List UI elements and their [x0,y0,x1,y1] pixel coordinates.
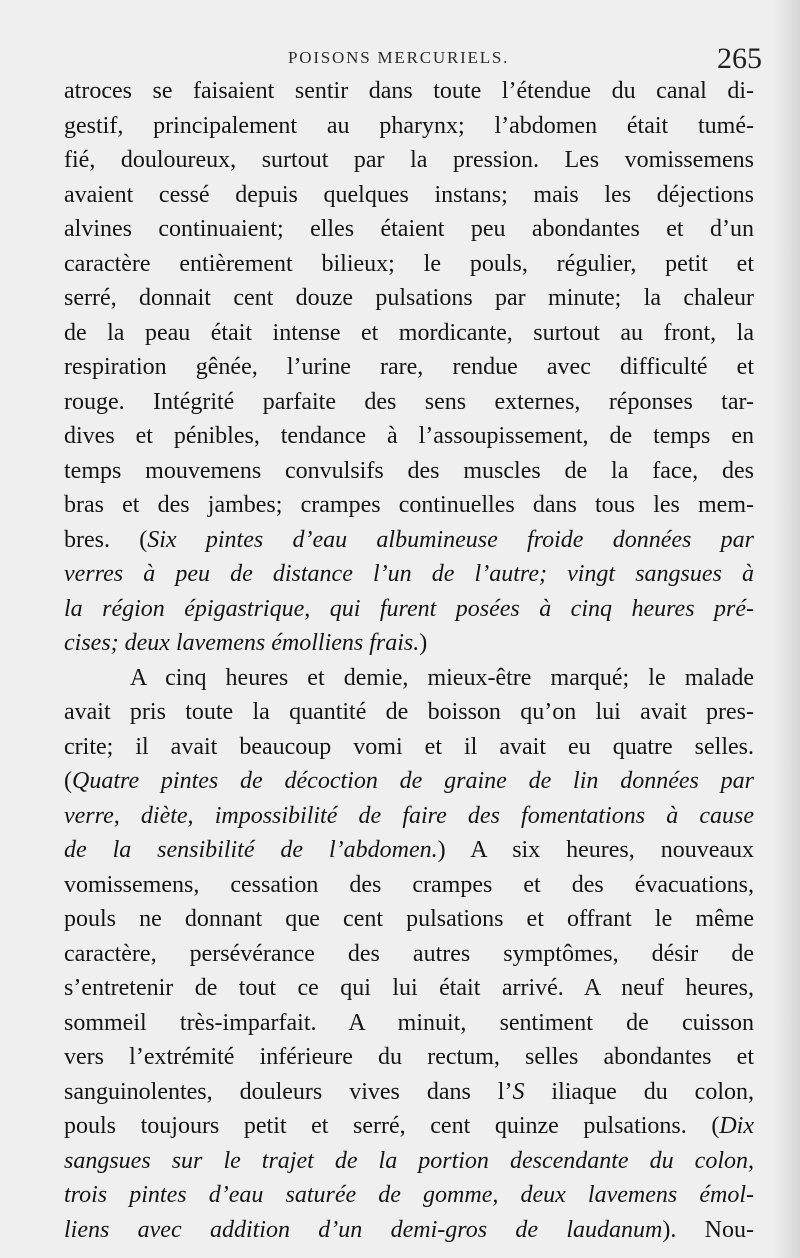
italic-run: Quatre pintes de décoction de graine de lin données par [72,768,754,794]
text-line [64,1040,754,1075]
italic-run: verre, diète, impossibilité de faire des fomentations à cause [64,802,754,829]
page-number: 265 [717,42,762,75]
text-run: caractère entièrement bilieux; le pouls, régulier, petit et [64,250,754,277]
italic-run: la région épigastrique, qui furent posées à cinq heures pré- [64,595,754,622]
text-line [64,1144,754,1179]
text-line [64,178,754,213]
text-run: s’entretenir de tout ce qui lui était arrivé. A neuf heures, [64,975,754,1001]
text-line [64,488,754,523]
text-line [64,661,754,696]
text-run: respiration gênée, l’urine rare, rendue avec difficulté et [64,354,754,380]
text-run: rouge. Intégrité parfaite des sens externes, réponses tar- [64,388,754,415]
text-line [64,385,754,420]
text-run: caractère, persévérance des autres symptômes, désir de [64,940,754,967]
text-line [64,143,754,178]
text-line [64,937,754,972]
text-line [64,557,754,592]
text-line [64,1178,754,1213]
text-line [64,281,754,316]
text-run: gestif, principalement au pharynx; l’abdomen était tumé- [64,112,754,139]
text-run: bres. ( [64,526,148,553]
text-line [64,74,754,109]
text-line [64,626,754,661]
text-run: A cinq heures et demie, mieux-être marqué; le malade [130,664,754,691]
text-run: sanguinolentes, douleurs vives dans l’ [64,1078,513,1105]
text-line [64,833,754,868]
text-line [64,454,754,489]
text-line [64,1006,754,1041]
text-line [64,212,754,247]
text-line [64,523,754,558]
body-text [64,74,754,1247]
italic-run: Six pintes d’eau albumineuse froide données par [147,526,754,553]
italic-run: S [512,1078,525,1105]
text-run: alvines continuaient; elles étaient peu abondantes et d’un [64,216,754,242]
text-run: de la peau était intense et mordicante, surtout au front, la [64,319,754,346]
text-run: atroces se faisaient sentir dans toute l’étendue du canal di- [64,78,754,104]
text-line [64,592,754,627]
text-run: ). Nou- [662,1216,754,1243]
italic-run: de la sensibilité de l’abdomen. [64,837,438,863]
text-run: vomissemens, cessation des crampes et des évacuations, [64,871,754,898]
text-run: avaient cessé depuis quelques instans; mais les déjections [64,181,754,208]
text-line [64,730,754,765]
text-run: fié, douloureux, surtout par la pression. Les vomissemens [64,147,754,173]
italic-run: Dix [719,1113,754,1139]
text-line [64,419,754,454]
text-run: bras et des jambes; crampes continuelles dans tous les mem- [64,492,754,518]
text-line [64,695,754,730]
text-run: temps mouvemens convulsifs des muscles de la face, des [64,457,754,484]
text-line [64,350,754,385]
italic-run: verres à peu de distance l’un de l’autre; vingt sangsues à [64,561,754,587]
text-run: ( [64,768,72,794]
text-line [64,868,754,903]
text-line [64,316,754,351]
text-run: iliaque du colon, [524,1078,754,1105]
text-run: sommeil très-imparfait. A minuit, sentiment de cuisson [64,1009,754,1036]
text-run: vers l’extrémité inférieure du rectum, selles abondantes et [64,1044,754,1070]
text-line [64,247,754,282]
text-run: avait pris toute la quantité de boisson qu’on lui avait pres- [64,699,754,725]
text-line [64,799,754,834]
text-line [64,1109,754,1144]
text-line [64,971,754,1006]
running-head: POISONS MERCURIELS. [288,48,510,67]
text-line [64,764,754,799]
text-line [64,1213,754,1248]
text-line [64,902,754,937]
text-run: ) A six heures, nouveaux [437,837,754,863]
text-run: serré, donnait cent douze pulsations par minute; la chaleur [64,285,754,311]
text-run: pouls toujours petit et serré, cent quinze pulsations. ( [64,1113,720,1139]
text-line [64,1075,754,1110]
text-run: dives et pénibles, tendance à l’assoupissement, de temps en [64,423,754,449]
text-run: ) [419,630,428,656]
italic-run: trois pintes d’eau saturée de gomme, deux lavemens émol- [64,1182,754,1208]
text-line [64,109,754,144]
page-edge-shadow [772,0,800,1258]
italic-run: sangsues sur le trajet de la portion descendante du colon, [64,1147,754,1174]
italic-run: liens avec addition d’un demi-gros de laudanum [64,1216,663,1243]
text-run: pouls ne donnant que cent pulsations et offrant le même [64,906,754,932]
text-run: crite; il avait beaucoup vomi et il avait eu quatre selles. [64,733,754,760]
italic-run: cises; deux lavemens émolliens frais. [64,630,420,656]
